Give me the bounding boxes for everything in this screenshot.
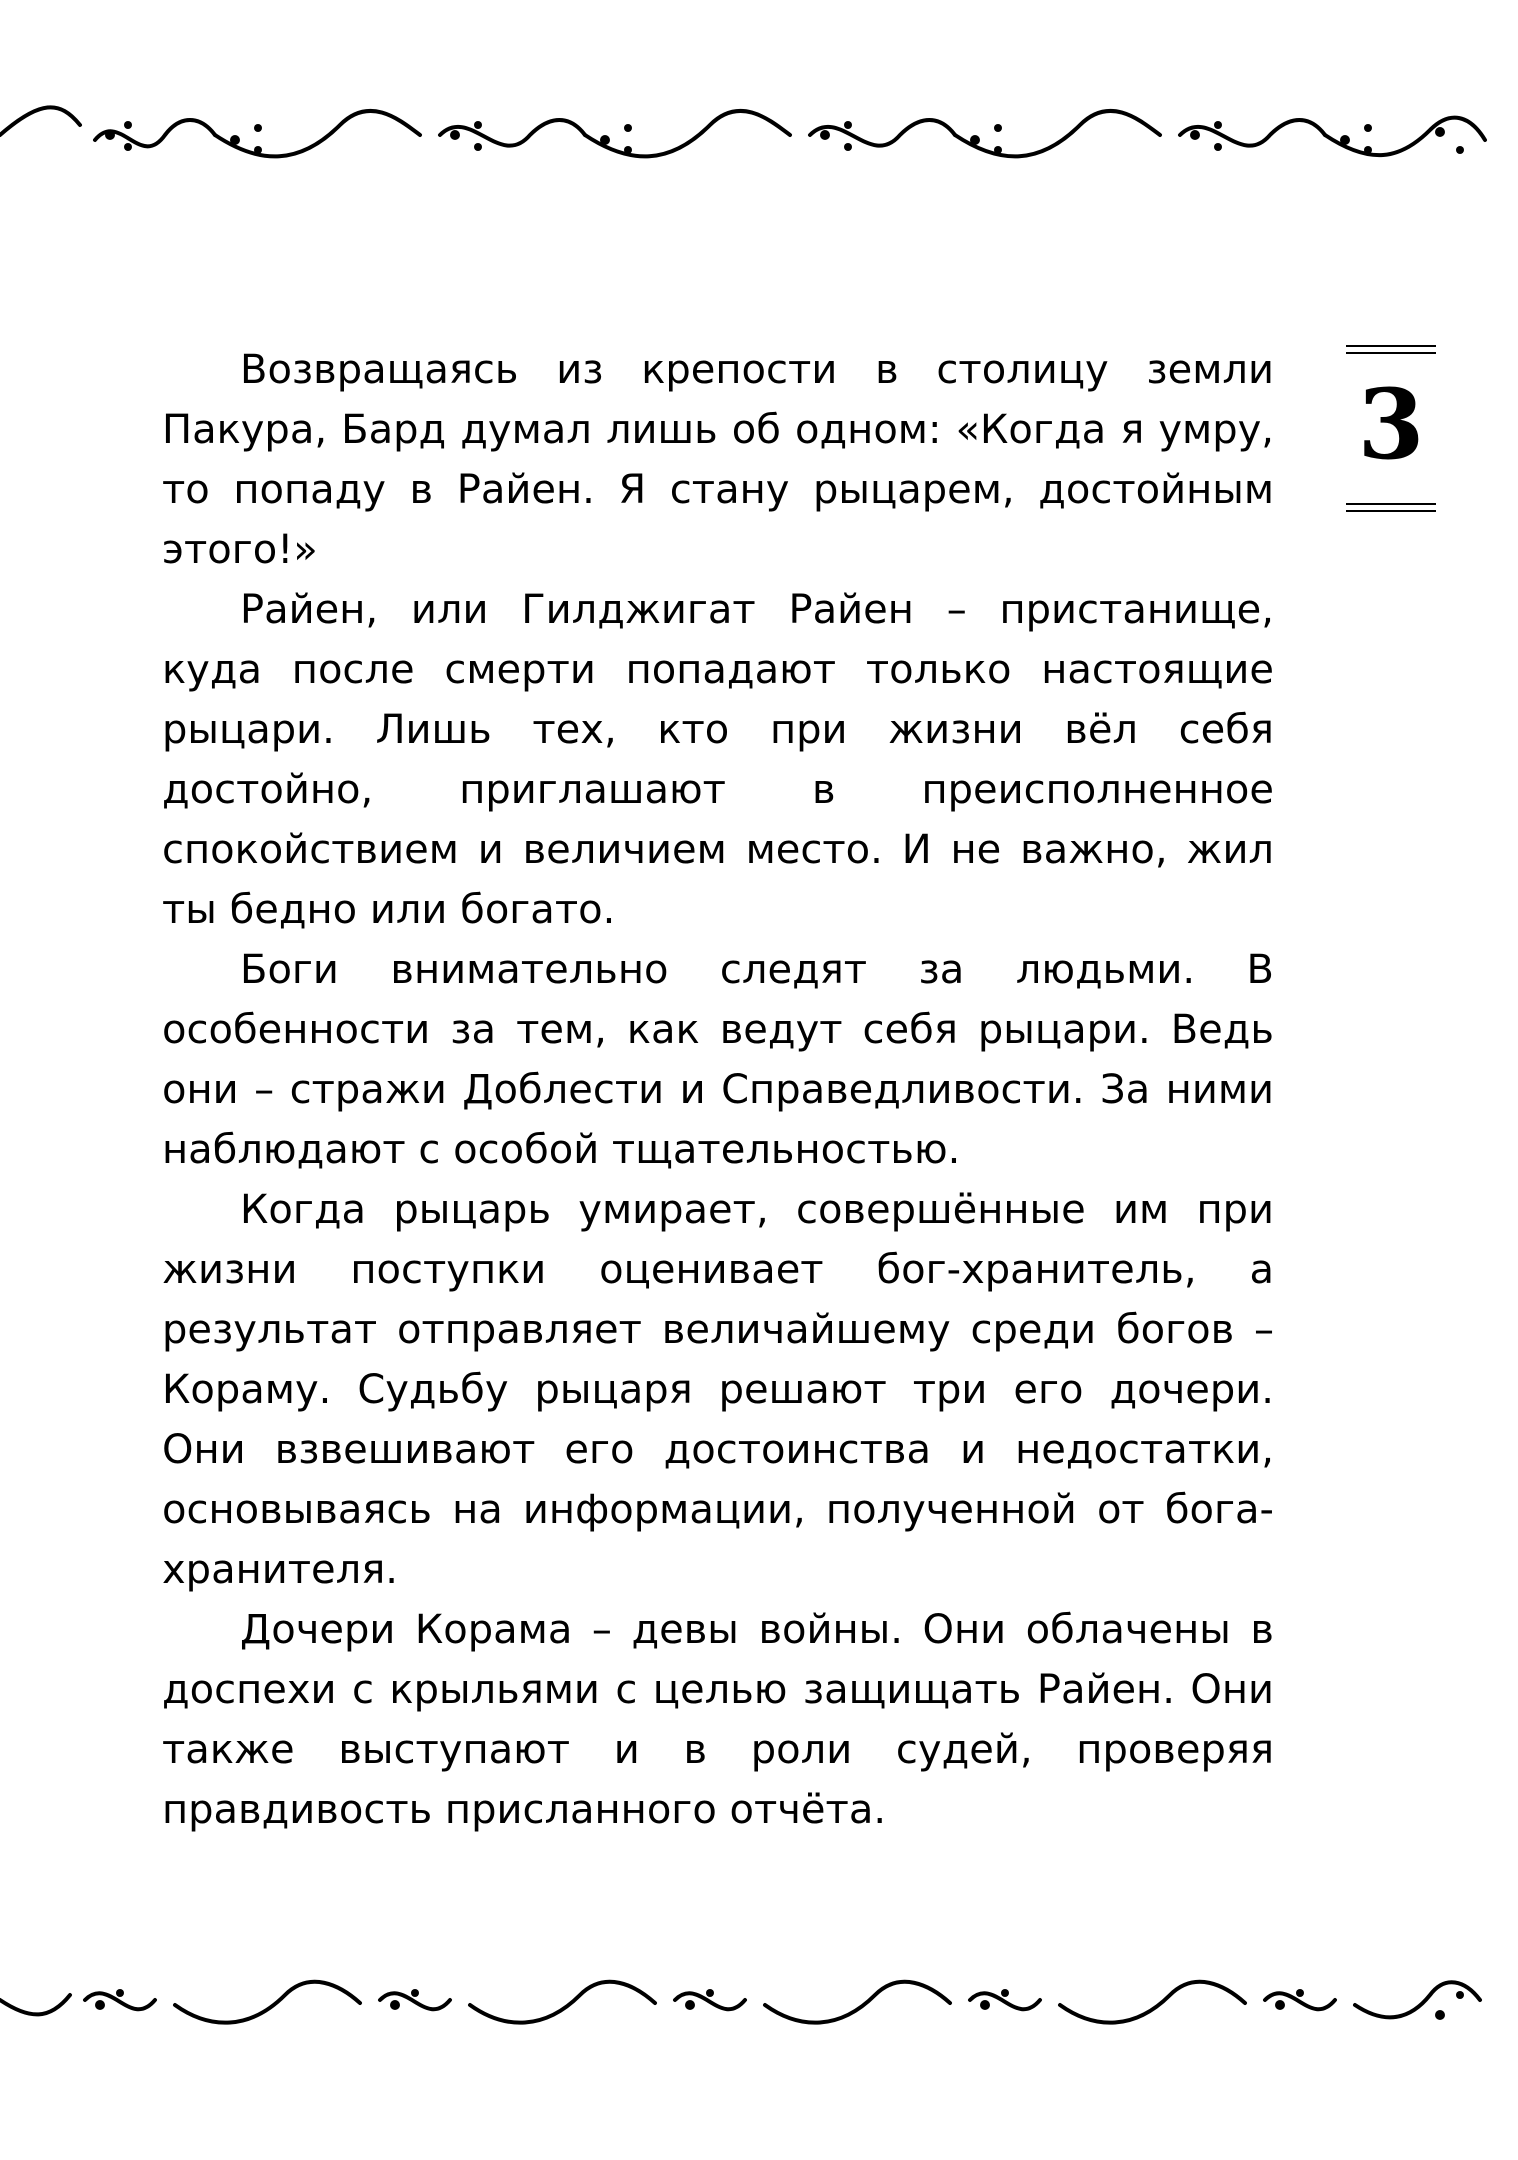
paragraph-1: Возвращаясь из крепости в столицу земли Пакура, Бард думал лишь об одном: «Когда я умру, то попаду в Райен. Я стану рыцарем, достойным этого!»: [162, 347, 1274, 573]
paragraph-4: Когда рыцарь умирает, совершённые им при жизни поступки оценивает бог-хранитель, а результат отправляет величайшему среди богов – Кораму. Судьбу рыцаря решают три его дочери. Они взвешивают его достоинства и недостатки, основываясь на информации, полученной от бога-хранителя.: [162, 1187, 1274, 1593]
top-ornament-border-icon: [0, 80, 1518, 190]
bottom-ornament-border-icon: [0, 1945, 1518, 2055]
chapter-rule-upper: [1346, 345, 1436, 354]
chapter-marker: [1346, 345, 1436, 515]
text-body: [162, 340, 1274, 1840]
paragraph-3: Боги внимательно следят за людьми. В особенности за тем, как ведут себя рыцари. Ведь они – стражи Доблести и Справедливости. За ними наблюдают с особой тщательностью.: [162, 947, 1274, 1173]
paragraph-5: Дочери Корама – девы войны. Они облачены в доспехи с крыльями с целью защищать Райен. Они также выступают и в роли судей, проверяя правдивость присланного отчёта.: [162, 1607, 1274, 1833]
paragraph-2: Райен, или Гилджигат Райен – пристанище, куда после смерти попадают только настоящие рыцари. Лишь тех, кто при жизни вёл себя достойно, приглашают в преисполненное спокойствием и величием место. И не важно, жил ты бедно или богато.: [162, 587, 1274, 933]
chapter-rule-lower: [1346, 503, 1436, 512]
chapter-number: 3: [1357, 368, 1425, 481]
